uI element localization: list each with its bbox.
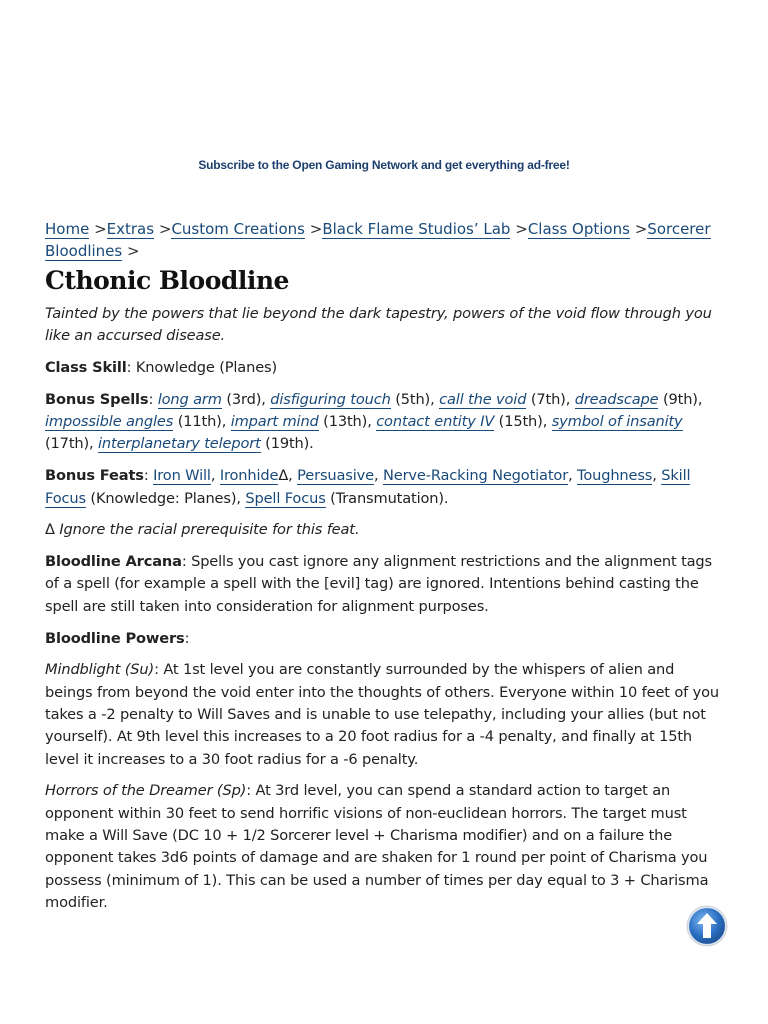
feat-note-text: Ignore the racial prerequisite for this feat. [59, 521, 360, 539]
feat-note [45, 519, 720, 541]
feat-link[interactable]: Ironhide [219, 467, 279, 485]
feat-link[interactable]: Iron Will [153, 467, 211, 485]
spell-link[interactable]: disfiguring touch [270, 390, 391, 408]
bloodline-powers [45, 628, 720, 650]
spell-link[interactable]: symbol of insanity [551, 413, 683, 431]
spell-level: (11th), [173, 413, 231, 431]
subscribe-promo[interactable]: Subscribe to the Open Gaming Network and get everything ad-free! [198, 158, 570, 172]
spell-level: (15th), [494, 413, 552, 431]
breadcrumb-separator: > [94, 220, 107, 238]
spell-level: (17th), [45, 435, 99, 453]
breadcrumb-class-options[interactable]: Class Options [527, 220, 630, 238]
arcana-label: Bloodline Arcana [45, 553, 182, 571]
class-skill-value: : Knowledge (Planes) [126, 359, 278, 377]
breadcrumb-separator: > [158, 220, 172, 238]
spell-link[interactable]: impart mind [230, 413, 319, 431]
power-name: Mindblight (Su) [45, 661, 155, 679]
breadcrumb-home[interactable]: Home [45, 220, 90, 238]
breadcrumb [45, 218, 720, 262]
spell-link[interactable]: interplanetary teleport [98, 435, 261, 453]
spell-level: (19th). [260, 435, 314, 453]
feat-link[interactable]: Skill Focus [45, 467, 691, 507]
bloodline-arcana [45, 551, 720, 618]
triangle-symbol: Δ [45, 521, 60, 539]
breadcrumb-black-flame-studios-lab[interactable]: Black Flame Studios’ Lab [322, 220, 511, 238]
bonus-spells-label: Bonus Spells [45, 390, 149, 408]
spell-level: (9th), [658, 390, 703, 408]
feat-after: (Transmutation). [325, 489, 449, 507]
spell-link[interactable]: dreadscape [574, 390, 659, 408]
powers-label: Bloodline Powers [45, 629, 185, 647]
scroll-to-top-button[interactable] [686, 905, 728, 947]
feat-link[interactable]: Persuasive [297, 467, 374, 485]
breadcrumb-separator: > [515, 220, 528, 238]
spell-level: (3rd), [221, 390, 271, 408]
feat-link[interactable]: Spell Focus [245, 489, 326, 507]
spell-link[interactable]: long arm [157, 390, 222, 408]
feat-link[interactable]: Toughness [577, 467, 653, 485]
class-skill-label: Class Skill [45, 359, 127, 377]
page-title: Cthonic Bloodline [45, 266, 289, 295]
label-colon: : [148, 390, 158, 408]
intro-text: Tainted by the powers that lie beyond the dark tapestry, powers of the void flow through you like an accursed disease. [45, 305, 712, 345]
feat-after: (Knowledge: Planes), [85, 489, 246, 507]
power-text: : At 3rd level, you can spend a standard action to target an opponent within 30 feet to send horrific visions of non-euclidean horrors. The target must make a Will Save (DC 10 + 1/2 Sorcerer level + Charisma modifier) and on a failure the opponent takes 3d6 points of damage and are shaken for 1 round per point of Charisma you possess (minimum of 1). This can be used a number of times per day equal to 3 + Charisma modifier. [45, 782, 709, 911]
bonus-spells [45, 389, 720, 456]
breadcrumb-separator: > [634, 220, 648, 238]
power-mindblight [45, 659, 720, 770]
spell-link[interactable]: call the void [439, 390, 527, 408]
arrow-up-circle-icon [686, 905, 728, 947]
spell-link[interactable]: contact entity IV [376, 413, 495, 431]
spell-link[interactable]: impossible angles [45, 413, 174, 431]
label-colon: : [143, 467, 154, 485]
label-colon: : [184, 629, 190, 647]
spell-level: (13th), [318, 413, 377, 431]
bonus-feats-label: Bonus Feats [45, 467, 144, 485]
class-skill [45, 357, 720, 379]
breadcrumb-separator: > [127, 242, 140, 260]
breadcrumb-sorcerer-bloodlines[interactable]: Sorcerer Bloodlines [45, 220, 711, 260]
feat-after: , [568, 467, 578, 485]
breadcrumb-custom-creations[interactable]: Custom Creations [171, 220, 305, 238]
bonus-feats [45, 465, 720, 510]
power-name: Horrors of the Dreamer (Sp) [45, 782, 247, 800]
feat-after: , [210, 467, 220, 485]
breadcrumb-extras[interactable]: Extras [106, 220, 155, 238]
feat-after: Δ, [278, 467, 298, 485]
feat-link[interactable]: Nerve-Racking Negotiator [382, 467, 569, 485]
power-horrors-of-the-dreamer [45, 780, 720, 914]
feat-after: , [652, 467, 662, 485]
breadcrumb-separator: > [309, 220, 323, 238]
arcana-text: : Spells you cast ignore any alignment restrictions and the alignment tags of a spell (for example a spell with the [evil] tag) are ignored. Intentions behind casting the spell are still taken into consideration for alignment purposes. [45, 553, 713, 615]
spell-level: (5th), [390, 390, 440, 408]
power-text: : At 1st level you are constantly surrounded by the whispers of alien and beings from beyond the void enter into the thoughts of others. Everyone within 10 feet of you takes a -2 penalty to Will Saves and is unable to use telepathy, including your allies (but not yourself). At 9th level this increases to a 20 foot radius for a -4 penalty, and finally at 15th level it increases to a 30 foot radius for a -6 penalty. [45, 661, 719, 768]
spell-level: (7th), [526, 390, 575, 408]
main-content [45, 218, 720, 924]
feat-after: , [373, 467, 383, 485]
